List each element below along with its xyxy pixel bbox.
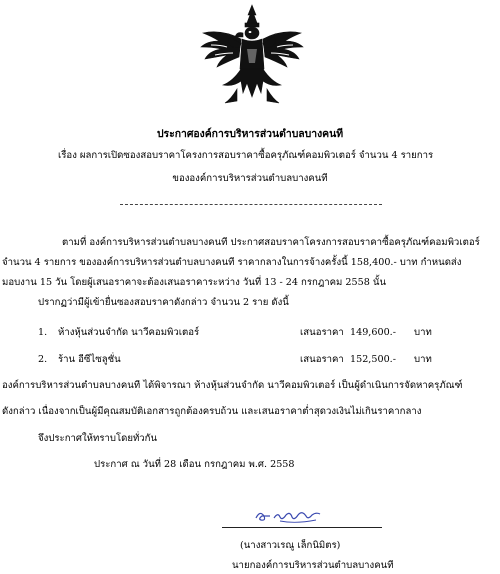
signatory-position: นายกองค์การบริหารส่วนตำบลบางคนที	[232, 560, 394, 571]
garuda-emblem-icon	[197, 3, 307, 107]
bidder-number: 1.	[38, 327, 48, 338]
price-label: เสนอราคา	[300, 327, 344, 338]
paragraph-3-line-2: ดังกล่าว เนื่องจากเป็นผู้มีคุณสมบัติเอกสารถูกต้องครบถ้วน และเสนอราคาต่ำสุดวงเงินไม่เกินราคากลาง	[2, 406, 422, 417]
paragraph-1-line-2: จำนวน 4 รายการ ขององค์การบริหารส่วนตำบลบางคนที ราคากลางในการจ้างครั้งนี้ 158,400.- บาท กำหนดส่ง	[2, 257, 462, 268]
signature-line	[222, 527, 382, 528]
subject-line: เรื่อง ผลการเปิดซองสอบราคาโครงการสอบราคาซื้อครุภัณฑ์คอมพิวเตอร์ จำนวน 4 รายการ	[58, 150, 434, 161]
bid-price: 149,600.-	[350, 327, 396, 338]
document-title: ประกาศองค์การบริหารส่วนตำบลบางคนที	[156, 128, 344, 140]
bidder-number: 2.	[38, 354, 48, 365]
bid-price: 152,500.-	[350, 354, 396, 365]
signatory-name: (นางสาวเรณู เล็กนิมิตร)	[240, 540, 341, 551]
handwritten-signature-icon	[250, 506, 330, 528]
currency-unit: บาท	[414, 327, 432, 338]
announcement-line: จึงประกาศให้ทราบโดยทั่วกัน	[38, 433, 158, 444]
price-label: เสนอราคา	[300, 354, 344, 365]
paragraph-2: ปรากฏว่ามีผู้เข้ายื่นซองสอบราคาดังกล่าว จำนวน 2 ราย ดังนี้	[38, 297, 289, 308]
announcement-date: ประกาศ ณ วันที่ 28 เดือน กรกฎาคม พ.ศ. 2558	[94, 459, 295, 470]
subject-line-continued: ขององค์การบริหารส่วนตำบลบางคนที	[172, 173, 328, 184]
bidder-name: ร้าน อีซีไซลูชั่น	[58, 354, 121, 365]
paragraph-1-line-1: ตามที่ องค์การบริหารส่วนตำบลบางคนที ประกาศสอบราคาโครงการสอบราคาซื้อครุภัณฑ์คอมพิวเตอร์	[62, 237, 480, 248]
paragraph-3-line-1: องค์การบริหารส่วนตำบลบางคนที ได้พิจารณา ห้างหุ้นส่วนจำกัด นาวีคอมพิวเตอร์ เป็นผู้ดำเนินการจัดหาครุภัณฑ์	[2, 380, 463, 391]
currency-unit: บาท	[414, 354, 432, 365]
bidder-name: ห้างหุ้นส่วนจำกัด นาวีคอมพิวเตอร์	[58, 327, 200, 338]
paragraph-1-line-3: มอบงาน 15 วัน โดยผู้เสนอราคาจะต้องเสนอราคาระหว่าง วันที่ 13 - 24 กรกฎาคม 2558 นั้น	[2, 277, 387, 288]
separator-line	[120, 204, 382, 205]
